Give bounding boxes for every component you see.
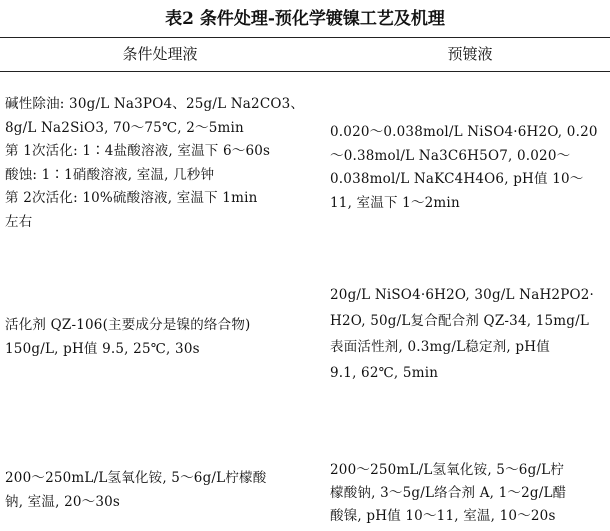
cell-line: 表面活性剂, 0.3mg/L稳定剂, pH值 [330,339,550,355]
cell-line: 150g/L, pH值 9.5, 25℃, 30s [5,340,200,357]
cell-line: 酸镍, pH值 10～11, 室温, 10～20s [330,508,556,524]
cell-line: 碱性除油: 30g/L Na3PO4、25g/L Na2CO3、 [5,96,305,112]
cell-line: H2O, 50g/L复合配合剂 QZ-34, 15mg/L [330,313,590,329]
row1-conditioning-cell [5,93,304,234]
column-header-preplating-solution: 预镀液 [447,45,493,63]
cell-line: 第 1次活化: 1∶4盐酸溶液, 室温下 6～60s [5,143,271,159]
cell-line: 0.020～0.038mol/L NiSO4·6H2O, 0.20 [330,124,598,140]
header-bottom-rule [0,71,610,72]
column-header-conditioning-solution: 条件处理液 [122,45,198,63]
table-top-rule [0,37,610,38]
cell-line: 左右 [5,213,33,230]
cell-line: 8g/L Na2SiO3, 70～75℃, 2～5min [5,119,244,136]
row3-preplating-cell [330,459,566,528]
cell-line: 20g/L NiSO4·6H2O, 30g/L NaH2PO2· [330,287,595,303]
cell-line: 0.038mol/L NaKC4H4O6, pH值 10～ [330,171,584,187]
cell-line: 檬酸钠, 3～5g/L络合剂 A, 1～2g/L醋 [330,485,567,501]
cell-line: 酸蚀: 1∶1硝酸溶液, 室温, 几秒钟 [5,166,215,183]
row3-conditioning-cell [5,467,266,514]
cell-line: 11, 室温下 1～2min [330,194,460,211]
table-title: 表2 条件处理-预化学镀镍工艺及机理 [165,9,445,29]
row1-preplating-cell [330,121,598,215]
row2-preplating-cell [330,282,594,386]
cell-line: 活化剂 QZ-106(主要成分是镍的络合物) [5,317,251,333]
cell-line: ～0.38mol/L Na3C6H5O7, 0.020～ [330,147,571,164]
cell-line: 9.1, 62℃, 5min [330,365,439,381]
cell-line: 200～250mL/L氢氧化铵, 5～6g/L柠 [330,462,565,478]
row2-conditioning-cell [5,314,251,361]
cell-line: 第 2次活化: 10%硫酸溶液, 室温下 1min [5,190,258,206]
cell-line: 200～250mL/L氢氧化铵, 5～6g/L柠檬酸 [5,470,267,486]
cell-line: 钠, 室温, 20～30s [5,493,121,510]
